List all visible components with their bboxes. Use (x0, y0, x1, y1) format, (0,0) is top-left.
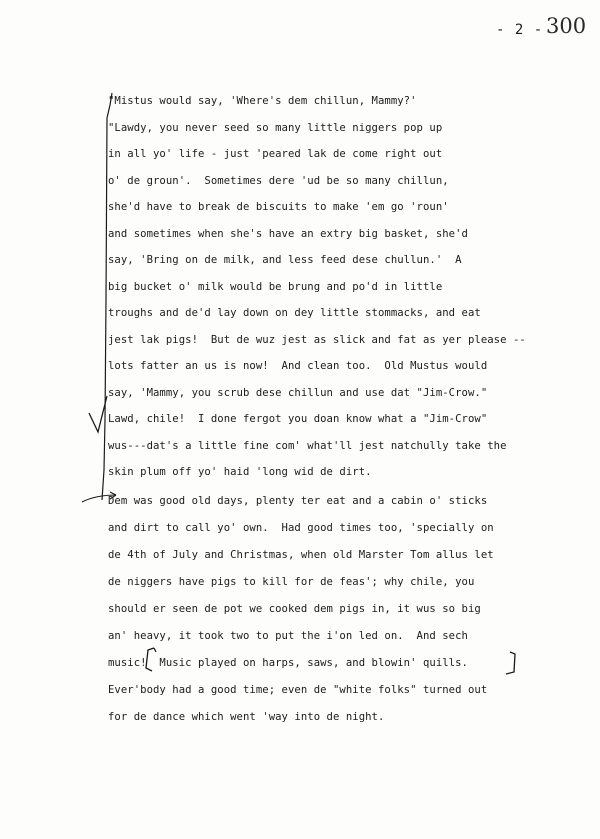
text-line: o' de groun'. Sometimes dere 'ud be so many chillun, (108, 175, 449, 187)
text-line: say, 'Mammy, you scrub dese chillun and use dat "Jim-Crow." (108, 387, 488, 399)
archive-stamp-number: 300 (546, 14, 587, 38)
text-line: should er seen de pot we cooked dem pigs in, it wus so big (108, 603, 481, 615)
left-bracket-mark (146, 648, 156, 671)
text-line: in all yo' life - just 'peared lak de come right out (108, 148, 443, 160)
text-line: and dirt to call yo' own. Had good times too, 'specially on (108, 522, 494, 534)
text-line: Lawd, chile! I done fergot you doan know what a "Jim-Crow" (108, 413, 488, 425)
text-line: lots fatter an us is now! And clean too. Old Mustus would (108, 360, 488, 372)
page-number: - 2 - (496, 22, 544, 38)
text-line: "Mistus would say, 'Where's dem chillun, Mammy?' (108, 95, 417, 107)
text-line: wus---dat's a little fine com' what'll jest natchully take the (108, 440, 507, 452)
text-line: an' heavy, it took two to put the i'on led on. And sech (108, 630, 468, 642)
text-line: say, 'Bring on de milk, and less feed dese chullun.' A (108, 254, 462, 266)
text-line: she'd have to break de biscuits to make 'em go 'roun' (108, 201, 449, 213)
text-line: music! Music played on harps, saws, and blowin' quills. (108, 657, 468, 669)
text-line: de niggers have pigs to kill for de feas'; why chile, you (108, 576, 475, 588)
text-line: troughs and de'd lay down on dey little stommacks, and eat (108, 307, 481, 319)
margin-vertical-line-mark (102, 93, 112, 500)
text-line: big bucket o' milk would be brung and po'd in little (108, 281, 443, 293)
text-line: for de dance which went 'way into de night. (108, 711, 385, 723)
paragraph-arrow-mark (82, 492, 116, 502)
text-line: Dem was good old days, plenty ter eat and a cabin o' sticks (108, 495, 488, 507)
text-line: de 4th of July and Christmas, when old Marster Tom allus let (108, 549, 494, 561)
text-line: "Lawdy, you never seed so many little niggers pop up (108, 122, 443, 134)
text-line: and sometimes when she's have an extry big basket, she'd (108, 228, 468, 240)
text-line: skin plum off yo' haid 'long wid de dirt. (108, 466, 372, 478)
right-bracket-mark (506, 652, 515, 674)
text-line: Ever'body had a good time; even de "white folks" turned out (108, 684, 488, 696)
text-line: jest lak pigs! But de wuz jest as slick and fat as yer please -- (108, 334, 526, 346)
